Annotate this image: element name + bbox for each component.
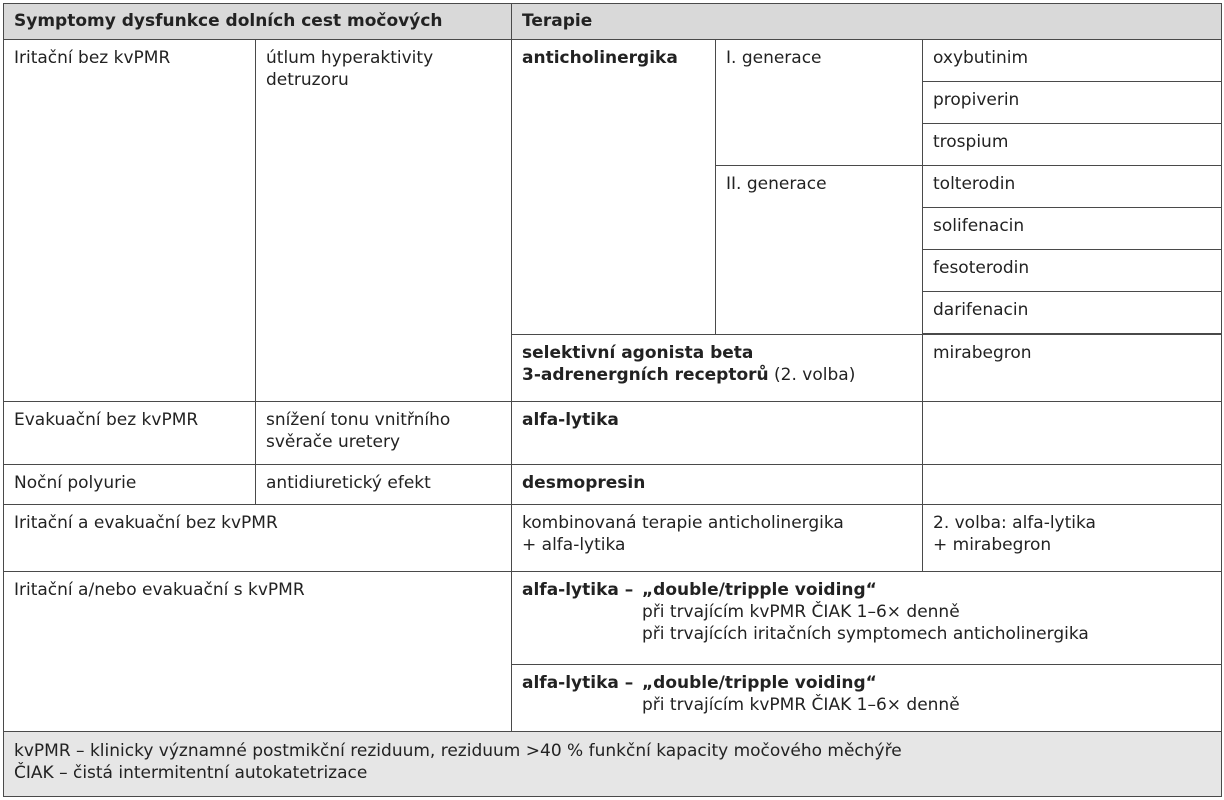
voiding-label: alfa-lytika – <box>522 672 634 693</box>
voiding-line2: při trvajícím kvPMR ČIAK 1–6× denně <box>642 602 960 623</box>
beta3-cell <box>512 334 923 401</box>
voiding-cell <box>512 572 1222 664</box>
voiding-title: „double/tripple voiding“ <box>642 672 877 693</box>
voiding-text <box>642 672 960 716</box>
effect-cell: antidiuretický efekt <box>256 464 512 504</box>
drug-cell: propiverin <box>923 81 1222 123</box>
effect-cell: snížení tonu vnitřního svěrače uretery <box>256 401 512 464</box>
footnote-line1: kvPMR – klinicky významné postmikční reziduum, reziduum >40 % funkční kapacity močového měchýře <box>14 740 902 761</box>
beta3-line1: selektivní agonista beta <box>522 342 754 363</box>
header-symptoms: Symptomy dysfunkce dolních cest močových <box>4 4 512 40</box>
alt-line2: + mirabegron <box>933 534 1052 555</box>
header-row <box>4 4 1222 40</box>
therapy-cell: alfa-lytika <box>512 401 923 464</box>
therapy-table <box>3 3 1222 797</box>
drug-cell: fesoterodin <box>923 249 1222 291</box>
generation-cell: II. generace <box>716 165 923 334</box>
empty-cell <box>923 401 1222 464</box>
drug-class-cell: anticholinergika <box>512 39 716 334</box>
footnote-row <box>4 731 1222 796</box>
drug-cell: tolterodin <box>923 165 1222 207</box>
header-therapy: Terapie <box>512 4 1222 40</box>
footnote-line2: ČIAK – čistá intermitentní autokatetrizace <box>14 762 368 783</box>
symptom-cell: Iritační a/nebo evakuační s kvPMR <box>4 572 512 732</box>
therapy-cell: desmopresin <box>512 464 923 504</box>
symptom-cell: Iritační bez kvPMR <box>4 39 256 401</box>
therapy-line2: + alfa-lytika <box>522 534 626 555</box>
voiding-label: alfa-lytika – <box>522 580 634 601</box>
table-row <box>4 401 1222 464</box>
symptom-cell: Evakuační bez kvPMR <box>4 401 256 464</box>
beta3-line2: 3-adrenergních receptorů <box>522 364 769 385</box>
drug-cell: darifenacin <box>923 291 1222 333</box>
generation-cell: I. generace <box>716 39 923 165</box>
beta3-note: (2. volba) <box>774 364 856 385</box>
symptom-cell: Noční polyurie <box>4 464 256 504</box>
footnote-cell <box>4 731 1222 796</box>
alt-therapy-cell <box>923 504 1222 571</box>
drug-cell: oxybutinim <box>923 39 1222 81</box>
voiding-text <box>642 579 1089 645</box>
therapy-line1: kombinovaná terapie anticholinergika <box>522 512 844 533</box>
table-row <box>4 39 1222 81</box>
voiding-line2: při trvajícím kvPMR ČIAK 1–6× denně <box>642 694 960 715</box>
voiding-cell <box>512 664 1222 731</box>
drug-cell: trospium <box>923 123 1222 165</box>
voiding-line3: při trvajících iritačních symptomech anticholinergika <box>642 624 1089 645</box>
symptom-cell: Iritační a evakuační bez kvPMR <box>4 504 512 571</box>
drug-cell: mirabegron <box>923 334 1222 401</box>
drug-cell: solifenacin <box>923 207 1222 249</box>
table-row <box>4 572 1222 664</box>
effect-cell: útlum hyperaktivity detruzoru <box>256 39 512 401</box>
empty-cell <box>923 464 1222 504</box>
table-row <box>4 464 1222 504</box>
table-row <box>4 504 1222 571</box>
voiding-title: „double/tripple voiding“ <box>642 580 877 601</box>
therapy-cell <box>512 504 923 571</box>
alt-line1: 2. volba: alfa-lytika <box>933 512 1096 533</box>
